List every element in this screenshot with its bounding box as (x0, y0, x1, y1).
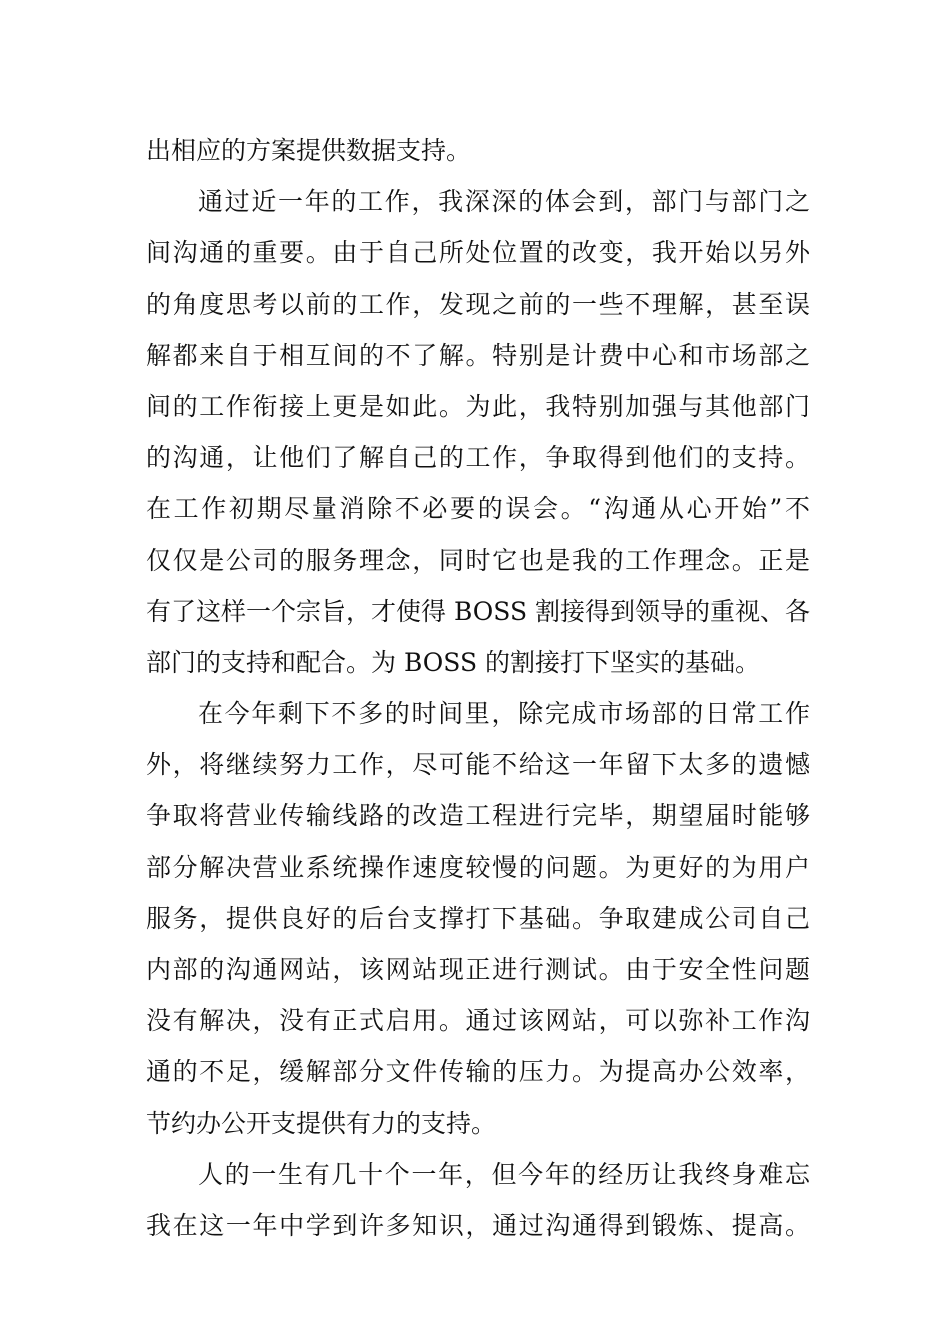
text-line: 间的工作衔接上更是如此。为此，我特别加强与其他部门 (146, 391, 810, 421)
text-line: 争取将营业传输线路的改造工程进行完毕，期望届时能够 (146, 801, 810, 831)
text-line: 在工作初期尽量消除不必要的误会。“沟通从心开始”不 (146, 494, 810, 524)
text-line: 有了这样一个宗旨，才使得 BOSS 割接得到领导的重视、各 (146, 596, 811, 626)
text-line: 部门的支持和配合。为 BOSS 的割接打下坚实的基础。 (146, 647, 761, 677)
text-line: 通过近一年的工作，我深深的体会到，部门与部门之 (198, 187, 810, 217)
text-line: 的沟通，让他们了解自己的工作，争取得到他们的支持。 (146, 443, 810, 473)
text-line: 通的不足，缓解部分文件传输的压力。为提高办公效率， (146, 1057, 810, 1087)
text-line: 内部的沟通网站，该网站现正进行测试。由于安全性问题 (146, 955, 810, 984)
document-body (146, 125, 810, 1251)
text-line: 间沟通的重要。由于自己所处位置的改变，我开始以另外 (146, 238, 810, 268)
text-line: 人的一生有几十个一年，但今年的经历让我终身难忘 (198, 1159, 810, 1189)
text-line: 节约办公开支提供有力的支持。 (146, 1108, 497, 1138)
text-line: 的角度思考以前的工作，发现之前的一些不理解，甚至误 (146, 289, 810, 319)
text-line: 解都来自于相互间的不了解。特别是计费中心和市场部之 (146, 340, 810, 370)
text-line: 没有解决，没有正式启用。通过该网站，可以弥补工作沟 (146, 1006, 810, 1036)
text-line: 我在这一年中学到许多知识，通过沟通得到锻炼、提高。 (146, 1210, 810, 1240)
text-line: 外，将继续努力工作，尽可能不给这一年留下太多的遗憾 (146, 750, 810, 780)
text-line: 仅仅是公司的服务理念，同时它也是我的工作理念。正是 (146, 545, 810, 575)
text-line: 服务，提供良好的后台支撑打下基础。争取建成公司自己 (146, 903, 810, 933)
text-line: 出相应的方案提供数据支持。 (146, 136, 472, 165)
text-line: 在今年剩下不多的时间里，除完成市场部的日常工作 (198, 699, 810, 729)
text-line: 部分解决营业系统操作速度较慢的问题。为更好的为用户 (146, 852, 810, 882)
